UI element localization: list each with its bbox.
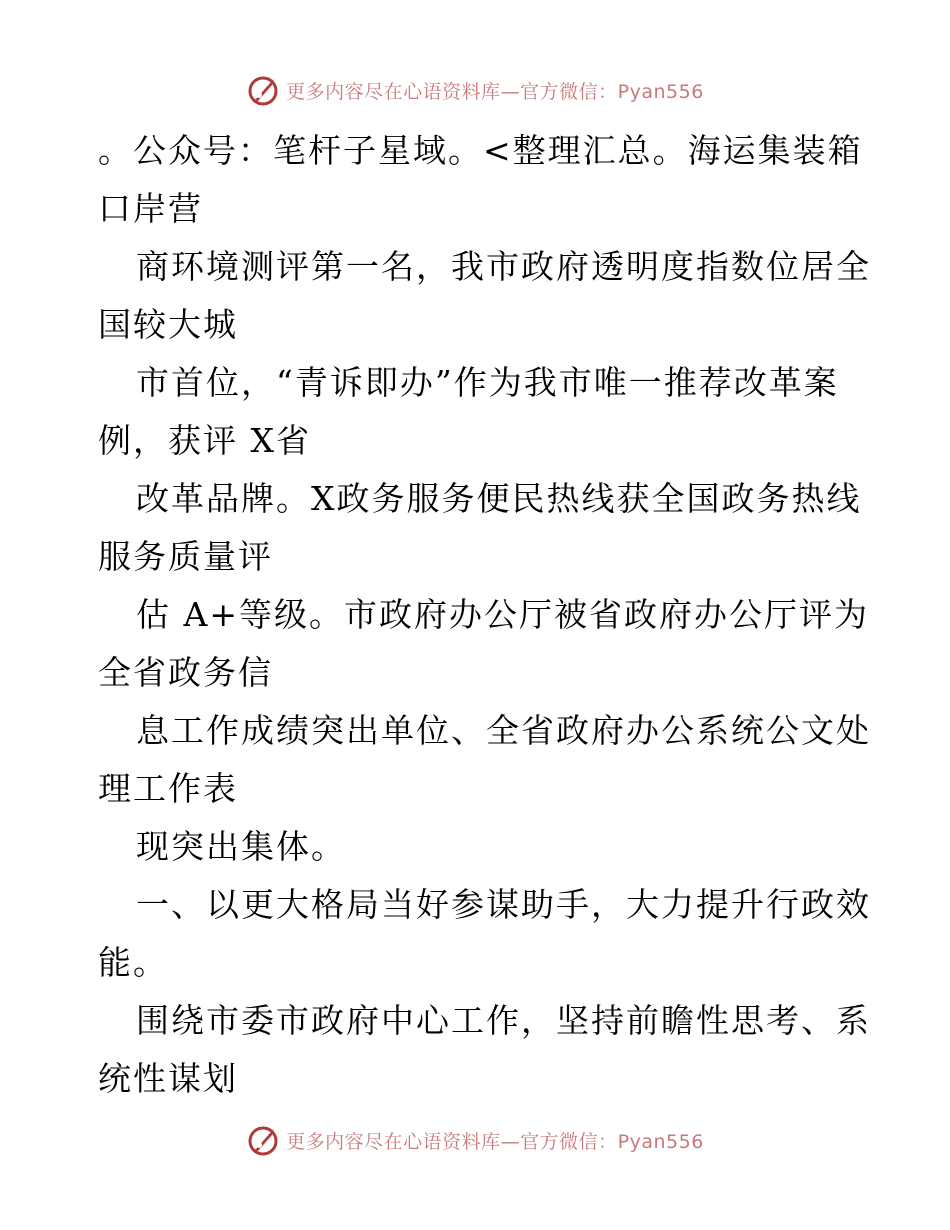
text-line-9: 估 A+等级。市政府办公厅被省政府办公厅评为 bbox=[136, 595, 869, 634]
footer-watermark-text: 更多内容尽在心语资料库—官方微信：Pyan556 bbox=[286, 1130, 704, 1153]
text-line-13: 现突出集体。 bbox=[136, 827, 346, 866]
text-line-17: 统性谋划 bbox=[98, 1059, 238, 1098]
text-line-15: 能。 bbox=[98, 943, 168, 982]
text-line-2: 口岸营 bbox=[98, 189, 203, 228]
document-body bbox=[98, 122, 871, 1108]
text-line-10: 全省政务信 bbox=[98, 653, 273, 692]
text-line-4: 国较大城 bbox=[98, 305, 238, 344]
footer-watermark bbox=[0, 1120, 950, 1160]
header-watermark bbox=[0, 70, 950, 110]
quill-seal-icon bbox=[246, 73, 280, 107]
text-line-5: 市首位，“青诉即办”作为我市唯一推荐改革案 bbox=[136, 363, 839, 402]
quill-seal-icon bbox=[246, 1123, 280, 1157]
text-line-3: 商环境测评第一名，我市政府透明度指数位居全 bbox=[136, 247, 871, 286]
text-line-7: 改革品牌。X政务服务便民热线获全国政务热线 bbox=[136, 479, 862, 518]
text-line-8: 服务质量评 bbox=[98, 537, 273, 576]
text-line-14: 一、以更大格局当好参谋助手，大力提升行政效 bbox=[136, 885, 871, 924]
text-line-11: 息工作成绩突出单位、全省政府办公系统公文处 bbox=[136, 711, 871, 750]
text-line-6: 例，获评 X省 bbox=[98, 421, 311, 460]
text-line-1: 。公众号：笔杆子星域。<整理汇总。海运集装箱 bbox=[98, 131, 863, 170]
text-line-16: 围绕市委市政府中心工作，坚持前瞻性思考、系 bbox=[136, 1001, 871, 1040]
text-line-12: 理工作表 bbox=[98, 769, 238, 808]
header-watermark-text: 更多内容尽在心语资料库—官方微信：Pyan556 bbox=[286, 80, 704, 103]
